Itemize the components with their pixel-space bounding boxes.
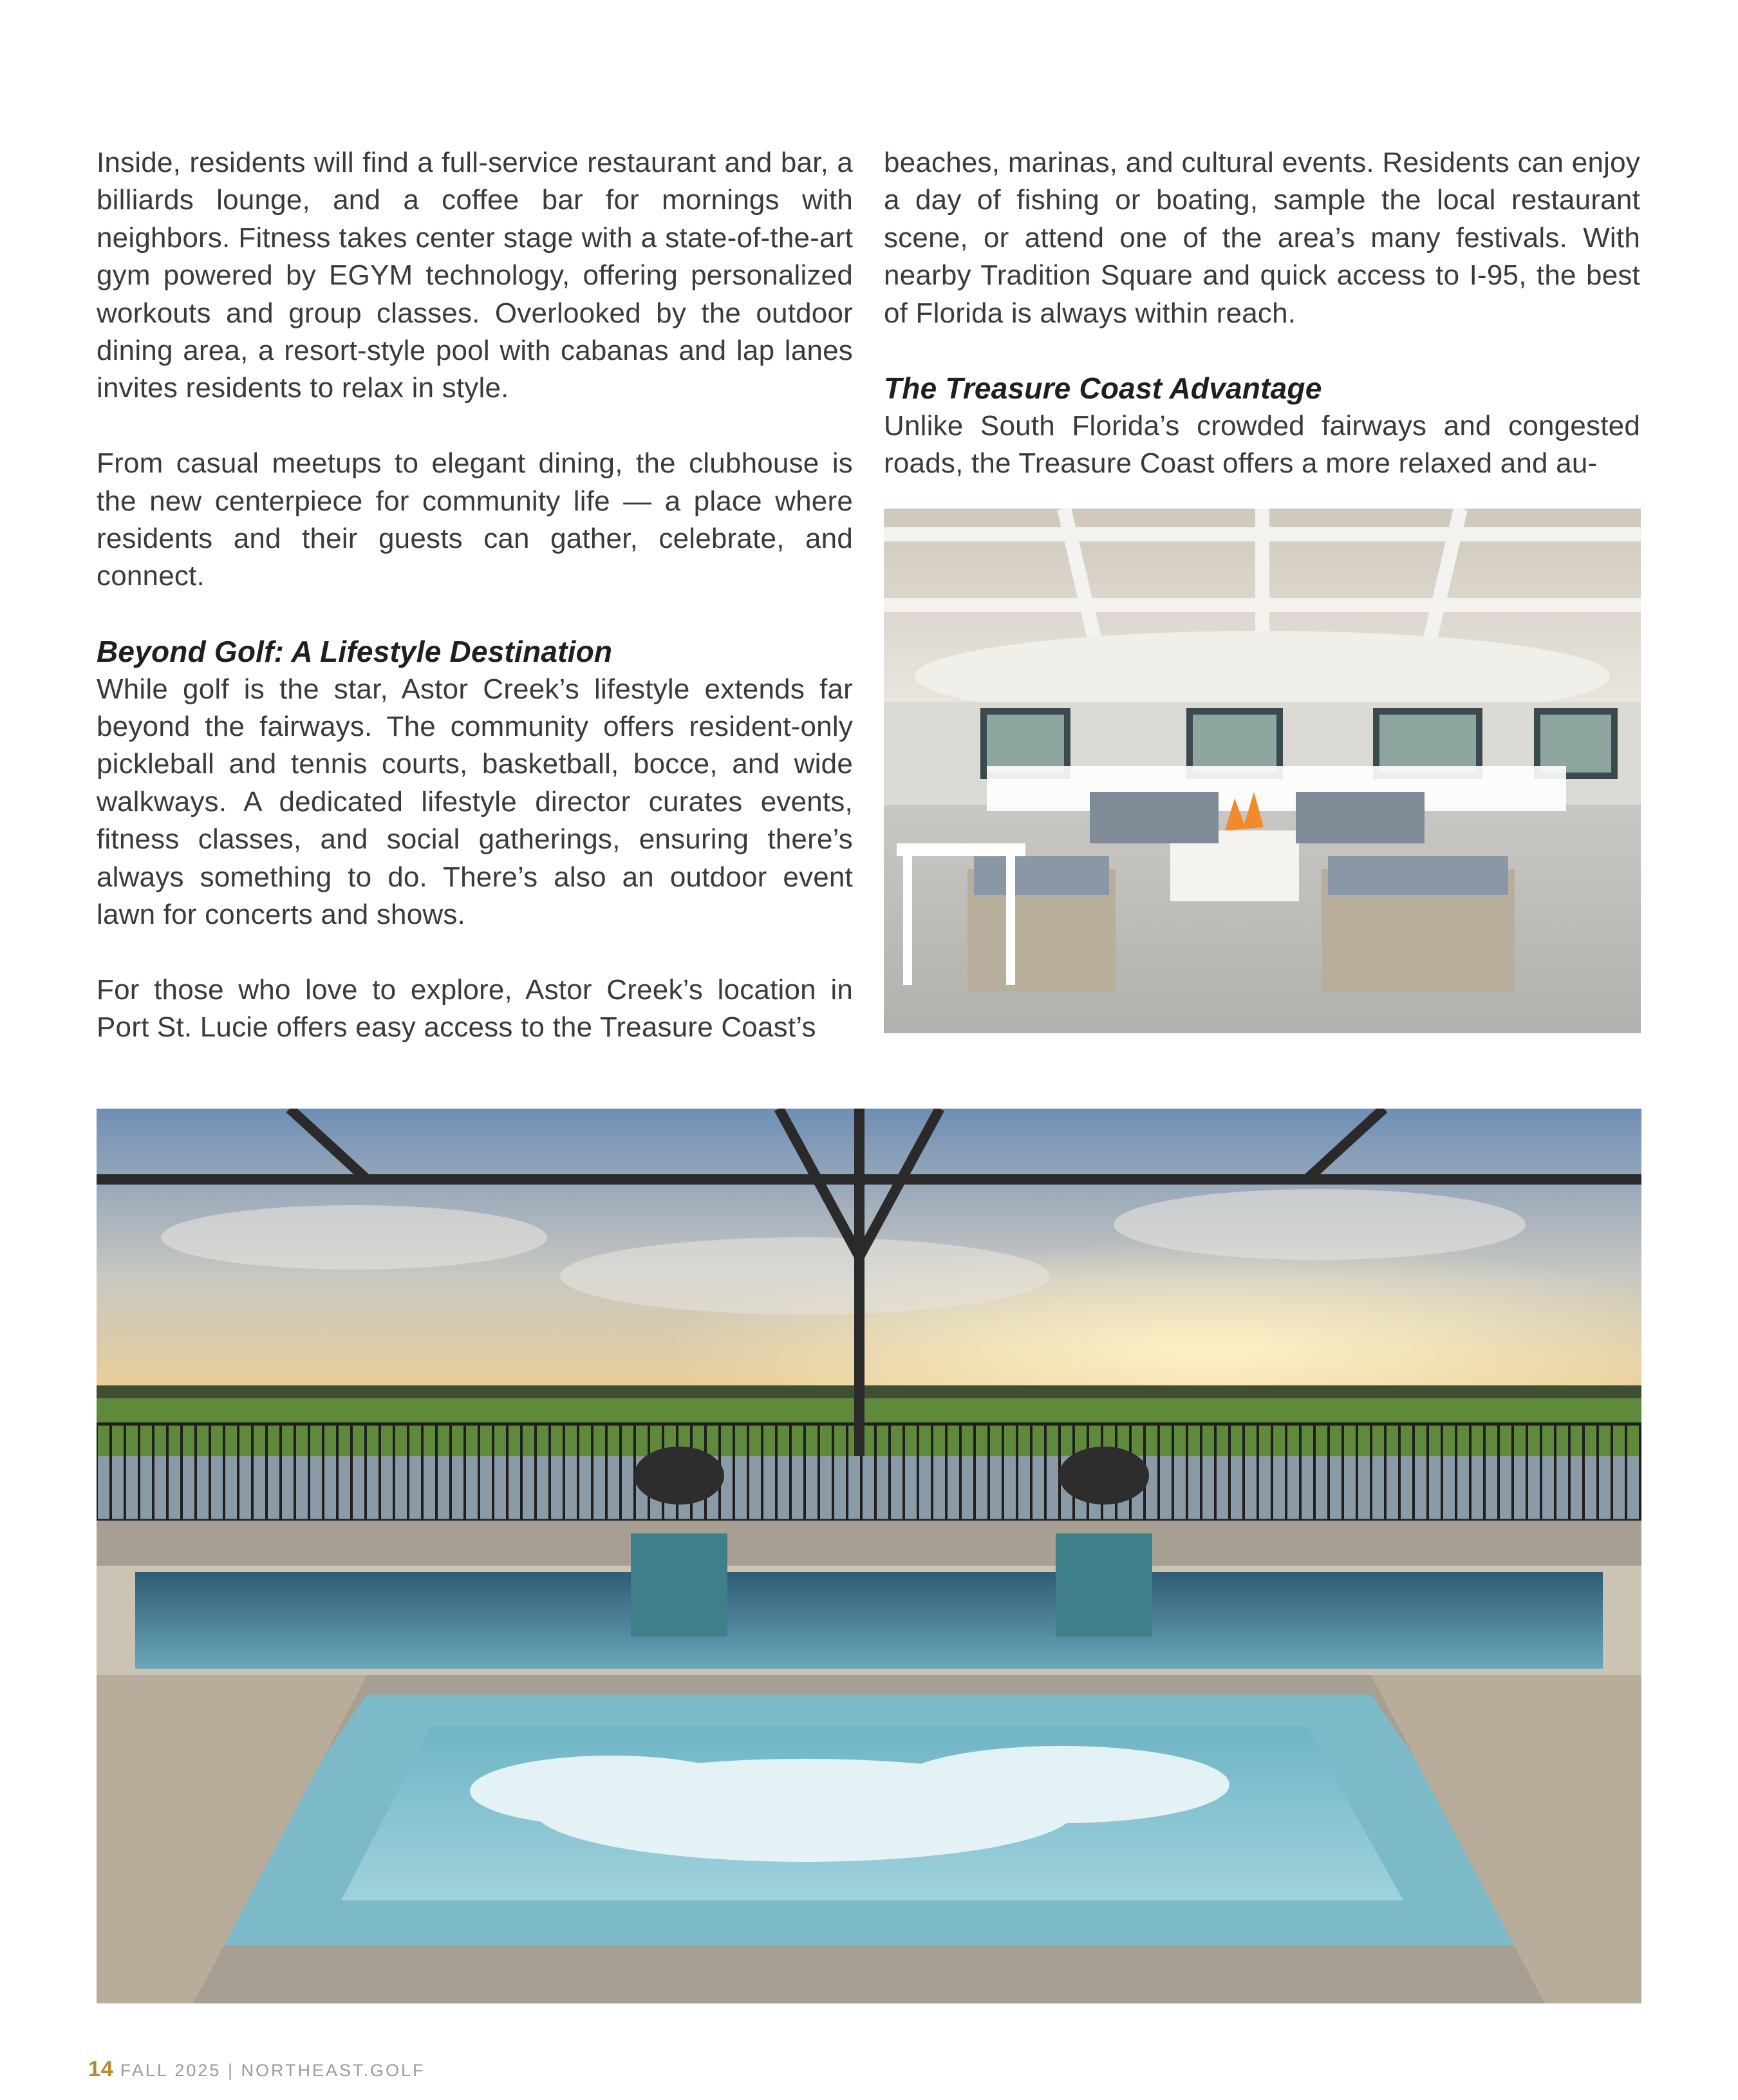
section-heading: Beyond Golf: A Lifestyle Destination: [97, 635, 613, 669]
clubhouse-lounge-photo: [884, 509, 1641, 1033]
body-paragraph: While golf is the star, Astor Creek’s lifestyle extends far beyond the fairways. The community offers resident-only pickleball and tennis courts, basketball, bocce, and wide walkways. A dedicated lifestyle director curates events, fitness classes, and social gatherings, ensuring there’s always something to do. There’s also an outdoor event lawn for concerts and shows.: [97, 673, 853, 931]
section-heading: The Treasure Coast Advantage: [884, 371, 1322, 406]
body-paragraph: Unlike South Florida’s crowded fairways and congested roads, the Treasure Coast offers a more relaxed and au-: [884, 409, 1640, 480]
body-paragraph: Inside, residents will find a full-service restaurant and bar, a billiards lounge, and a coffee bar for mornings with neighbors. Fitness takes center stage with a state-of-the-art gym powered by EGYM technology, offering personalized workouts and group classes. Overlooked by the outdoor dining area, a resort-style pool with cabanas and lap lanes invites residents to relax in style.: [97, 147, 853, 404]
left-text-column: [97, 144, 853, 1047]
body-paragraph: beaches, marinas, and cultural events. Residents can enjoy a day of fishing or boating, sample the local restaurant scene, or attend one of the area’s many festivals. With nearby Tradition Square and quick access to I-95, the best of Florida is always within reach.: [884, 147, 1640, 329]
body-paragraph: For those who love to explore, Astor Creek’s location in Port St. Lucie offers easy access to the Treasure Coast’s: [97, 973, 853, 1044]
body-paragraph: From casual meetups to elegant dining, the clubhouse is the new centerpiece for community life — a place where residents and their guests can gather, celebrate, and connect.: [97, 447, 853, 592]
right-text-column: [884, 144, 1640, 483]
resort-pool-photo: [97, 1109, 1641, 2003]
page-footer: [88, 2057, 425, 2082]
page-number: 14: [88, 2057, 114, 2081]
issue-label: FALL 2025 | NORTHEAST.GOLF: [120, 2061, 425, 2080]
